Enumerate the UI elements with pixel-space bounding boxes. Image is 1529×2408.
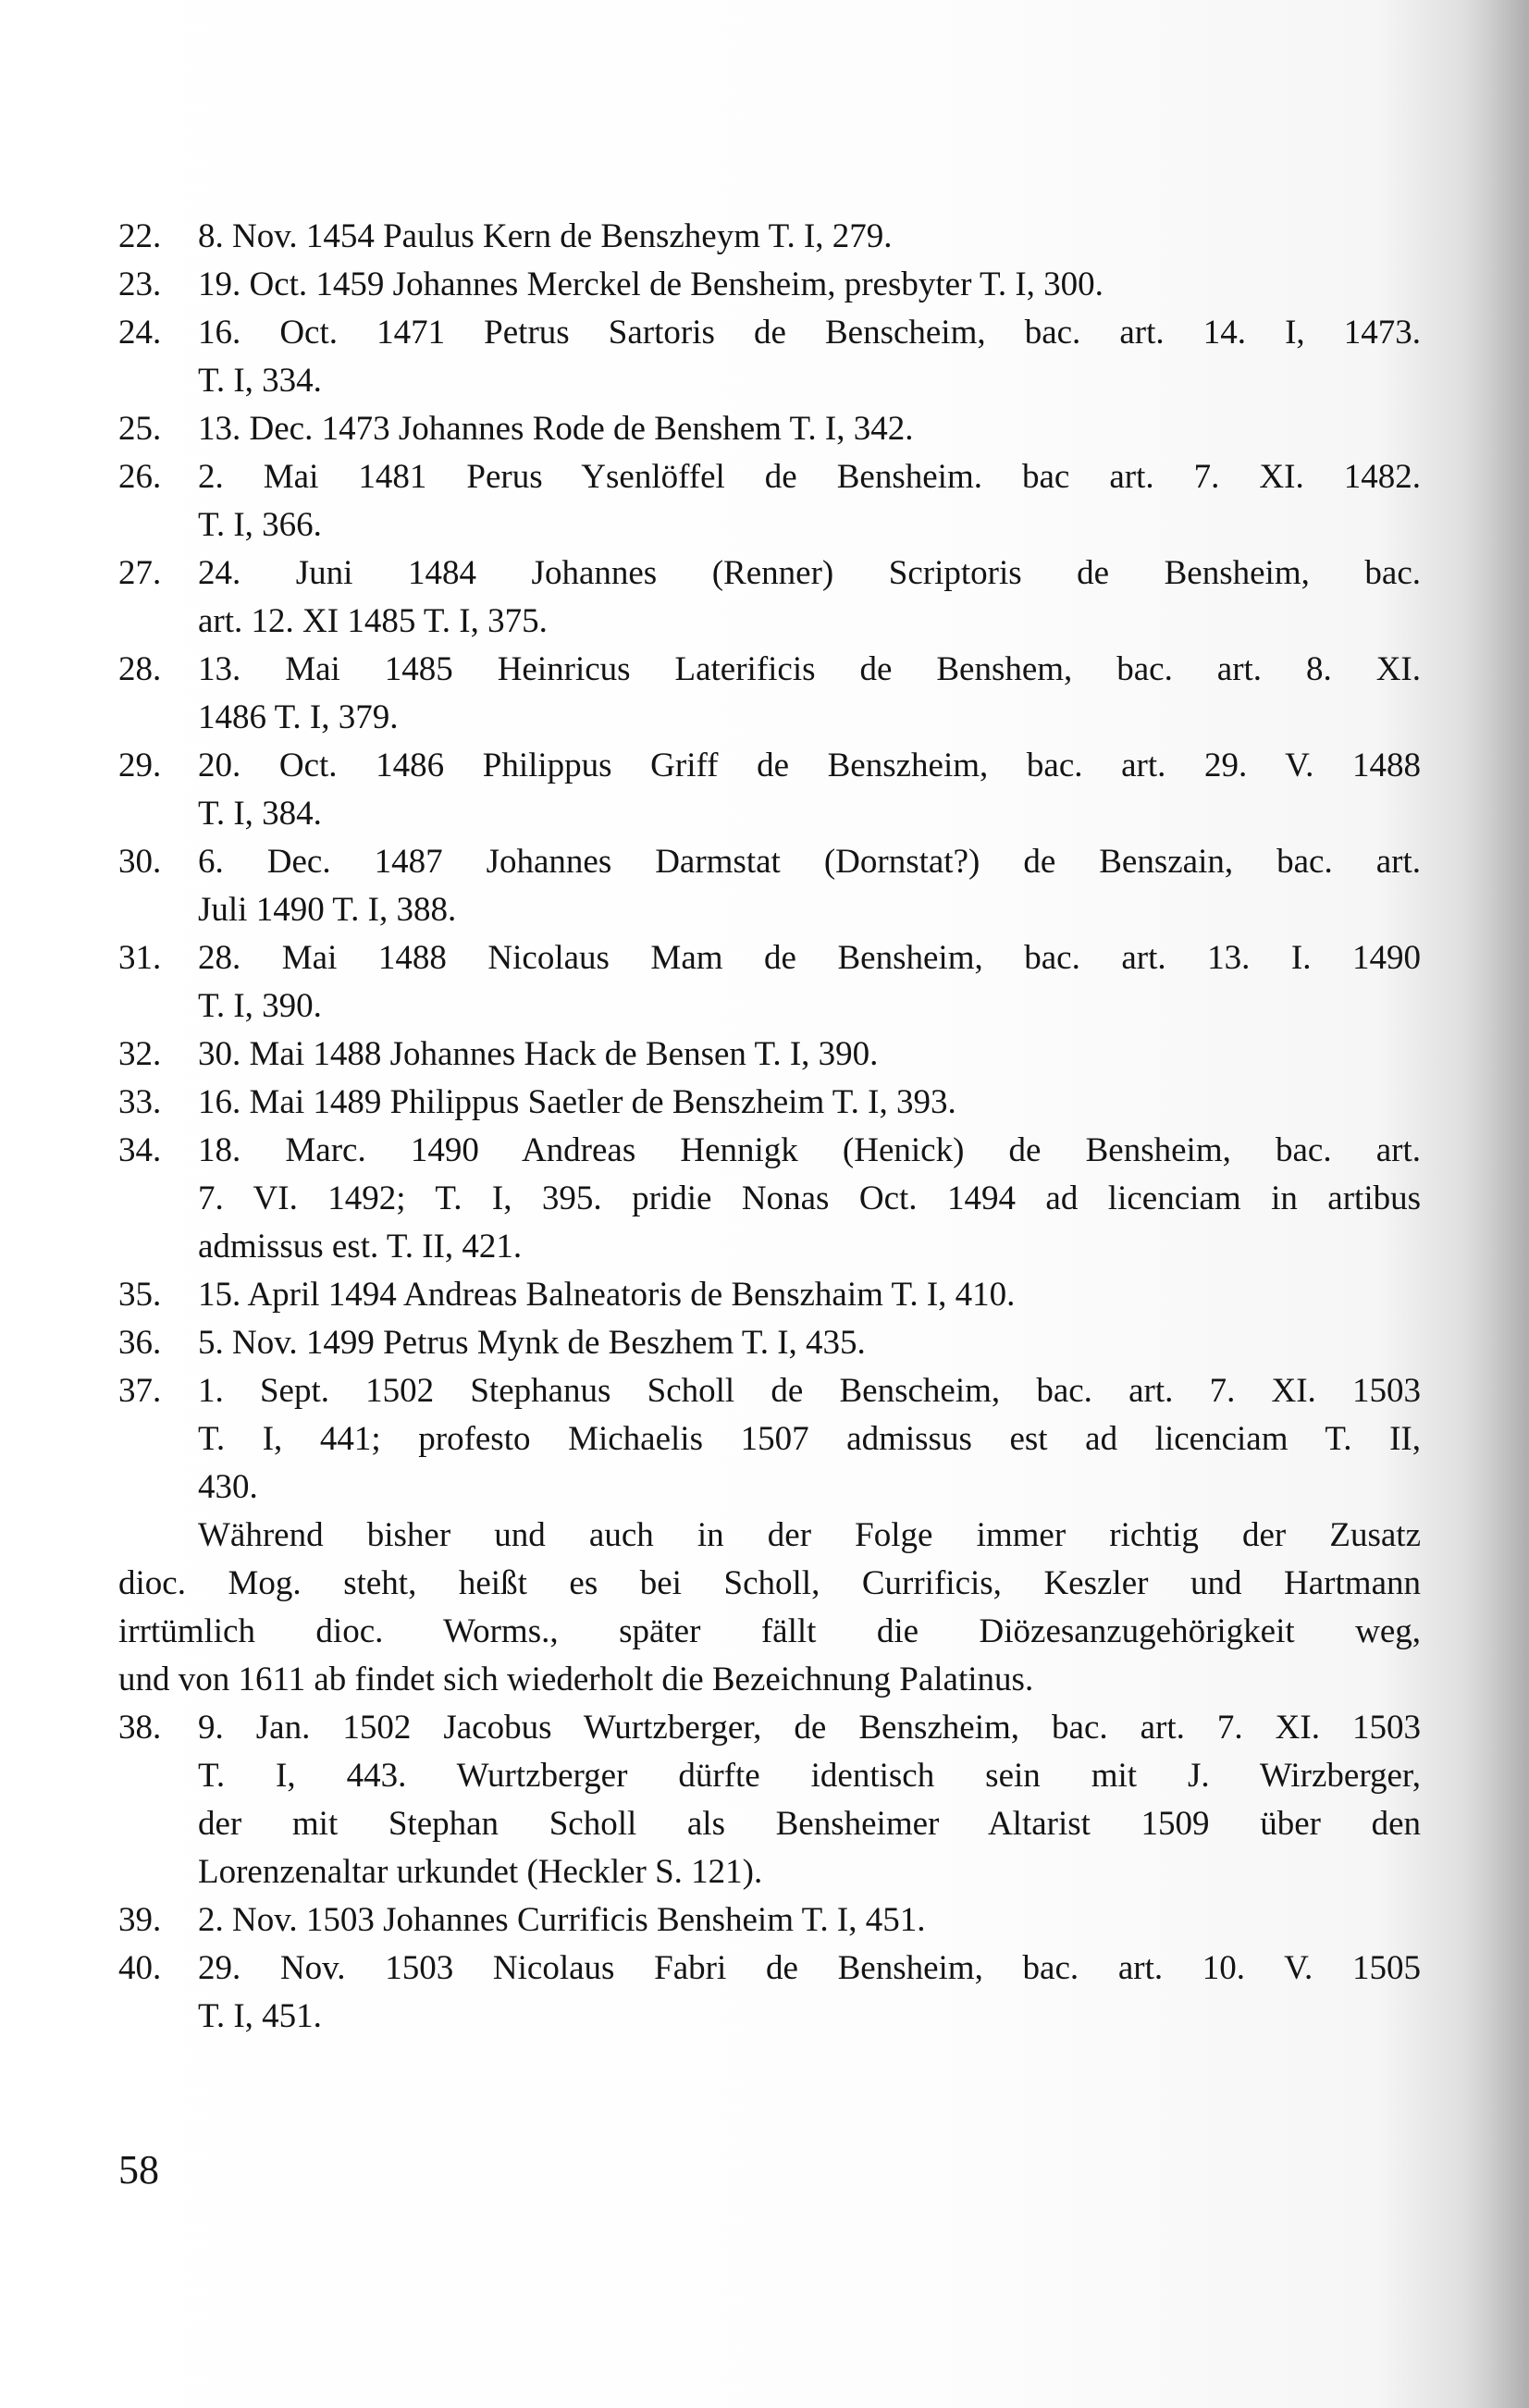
register-entry bbox=[118, 1079, 1421, 1127]
entry-text-line: 16. Oct. 1471 Petrus Sartoris de Benscheim, bac. art. 14. I, 1473. bbox=[198, 314, 1421, 352]
entry-text-line: 1486 T. I, 379. bbox=[198, 698, 399, 736]
register-entry bbox=[118, 934, 1421, 1031]
register-entry bbox=[118, 838, 1421, 934]
register-entry bbox=[118, 646, 1421, 742]
entry-text-line: art. 12. XI 1485 T. I, 375. bbox=[198, 602, 548, 640]
entry-text-line: 9. Jan. 1502 Jacobus Wurtzberger, de Benszheim, bac. art. 7. XI. 1503 bbox=[198, 1709, 1421, 1747]
entry-text-line: 20. Oct. 1486 Philippus Griff de Benszheim, bac. art. 29. V. 1488 bbox=[198, 747, 1421, 784]
entry-text-line: der mit Stephan Scholl als Bensheimer Altarist 1509 über den bbox=[198, 1805, 1421, 1843]
entry-text-line: 2. Nov. 1503 Johannes Currificis Bensheim T. I, 451. bbox=[198, 1901, 926, 1939]
entry-number: 22. bbox=[118, 217, 162, 255]
entry-text-line: Juli 1490 T. I, 388. bbox=[198, 891, 457, 929]
register-entry bbox=[118, 213, 1421, 261]
entry-text-line: 30. Mai 1488 Johannes Hack de Bensen T. I, 390. bbox=[198, 1035, 879, 1073]
paragraph-line: und von 1611 ab findet sich wiederholt die Bezeichnung Palatinus. bbox=[118, 1661, 1034, 1698]
entry-number: 40. bbox=[118, 1949, 162, 1987]
paragraph-line: irrtümlich dioc. Worms., später fällt die Diözesanzugehörigkeit weg, bbox=[118, 1612, 1421, 1650]
entry-number: 35. bbox=[118, 1276, 162, 1314]
entry-number: 23. bbox=[118, 265, 162, 303]
register-entry bbox=[118, 261, 1421, 309]
commentary-paragraph bbox=[118, 1512, 1421, 1704]
entry-text-line: 13. Mai 1485 Heinricus Laterificis de Benshem, bac. art. 8. XI. bbox=[198, 650, 1421, 688]
entry-list bbox=[118, 213, 1421, 1512]
register-entry bbox=[118, 550, 1421, 646]
entry-text-line: 7. VI. 1492; T. I, 395. pridie Nonas Oct. 1494 ad licenciam in artibus bbox=[198, 1179, 1421, 1217]
entry-number: 33. bbox=[118, 1083, 162, 1121]
entry-number: 36. bbox=[118, 1324, 162, 1362]
entry-text-line: 19. Oct. 1459 Johannes Merckel de Bensheim, presbyter T. I, 300. bbox=[198, 265, 1104, 303]
entry-text-line: 15. April 1494 Andreas Balneatoris de Benszhaim T. I, 410. bbox=[198, 1276, 1016, 1314]
entry-text-line: T. I, 443. Wurtzberger dürfte identisch sein mit J. Wirzberger, bbox=[198, 1757, 1421, 1795]
entry-text-line: T. I, 451. bbox=[198, 1997, 322, 2035]
register-entry bbox=[118, 1127, 1421, 1271]
register-entry bbox=[118, 1319, 1421, 1367]
entry-text-line: 13. Dec. 1473 Johannes Rode de Benshem T. I, 342. bbox=[198, 410, 914, 448]
entry-text-line: 1. Sept. 1502 Stephanus Scholl de Benscheim, bac. art. 7. XI. 1503 bbox=[198, 1372, 1421, 1410]
entry-number: 30. bbox=[118, 843, 162, 881]
entry-list-continued bbox=[118, 1704, 1421, 2041]
entry-text-line: 8. Nov. 1454 Paulus Kern de Benszheym T. I, 279. bbox=[198, 217, 893, 255]
register-entry bbox=[118, 742, 1421, 838]
entry-number: 38. bbox=[118, 1709, 162, 1747]
page-number: 58 bbox=[118, 2147, 159, 2192]
entry-text-line: 24. Juni 1484 Johannes (Renner) Scriptoris de Bensheim, bac. bbox=[198, 554, 1421, 592]
page-edge-shadow bbox=[1464, 0, 1529, 2408]
register-entry bbox=[118, 1704, 1421, 1896]
entry-text-line: 16. Mai 1489 Philippus Saetler de Benszheim T. I, 393. bbox=[198, 1083, 956, 1121]
paragraph-line: Während bisher und auch in der Folge immer richtig der Zusatz bbox=[198, 1516, 1421, 1554]
entry-text-line: admissus est. T. II, 421. bbox=[198, 1228, 523, 1266]
entry-text-line: 2. Mai 1481 Perus Ysenlöffel de Bensheim. bac art. 7. XI. 1482. bbox=[198, 458, 1421, 496]
entry-number: 27. bbox=[118, 554, 162, 592]
entry-number: 25. bbox=[118, 410, 162, 448]
entry-text-line: T. I, 441; profesto Michaelis 1507 admissus est ad licenciam T. II, bbox=[198, 1420, 1421, 1458]
entry-text-line: T. I, 390. bbox=[198, 987, 322, 1025]
entry-text-line: 29. Nov. 1503 Nicolaus Fabri de Bensheim, bac. art. 10. V. 1505 bbox=[198, 1949, 1421, 1987]
entry-number: 34. bbox=[118, 1131, 162, 1169]
register-entry bbox=[118, 1367, 1421, 1512]
register-entry bbox=[118, 1271, 1421, 1319]
entry-number: 28. bbox=[118, 650, 162, 688]
entry-text-line: T. I, 384. bbox=[198, 795, 322, 833]
entry-text-line: Lorenzenaltar urkundet (Heckler S. 121). bbox=[198, 1853, 763, 1891]
register-text bbox=[118, 213, 1421, 2041]
register-entry bbox=[118, 453, 1421, 550]
entry-number: 39. bbox=[118, 1901, 162, 1939]
entry-text-line: T. I, 366. bbox=[198, 506, 322, 544]
entry-text-line: 5. Nov. 1499 Petrus Mynk de Beszhem T. I, 435. bbox=[198, 1324, 866, 1362]
entry-number: 24. bbox=[118, 314, 162, 352]
entry-text-line: 6. Dec. 1487 Johannes Darmstat (Dornstat?) de Benszain, bac. art. bbox=[198, 843, 1421, 881]
entry-text-line: 430. bbox=[198, 1468, 258, 1506]
entry-number: 26. bbox=[118, 458, 162, 496]
entry-number: 29. bbox=[118, 747, 162, 784]
entry-number: 37. bbox=[118, 1372, 162, 1410]
register-entry bbox=[118, 309, 1421, 405]
entry-text-line: 28. Mai 1488 Nicolaus Mam de Bensheim, bac. art. 13. I. 1490 bbox=[198, 939, 1421, 977]
entry-text-line: 18. Marc. 1490 Andreas Hennigk (Henick) de Bensheim, bac. art. bbox=[198, 1131, 1421, 1169]
register-entry bbox=[118, 1031, 1421, 1079]
paragraph-line: dioc. Mog. steht, heißt es bei Scholl, Currificis, Keszler und Hartmann bbox=[118, 1564, 1421, 1602]
register-entry bbox=[118, 1896, 1421, 1945]
register-entry bbox=[118, 405, 1421, 453]
entry-number: 31. bbox=[118, 939, 162, 977]
entry-number: 32. bbox=[118, 1035, 162, 1073]
register-entry bbox=[118, 1945, 1421, 2041]
entry-text-line: T. I, 334. bbox=[198, 362, 322, 400]
